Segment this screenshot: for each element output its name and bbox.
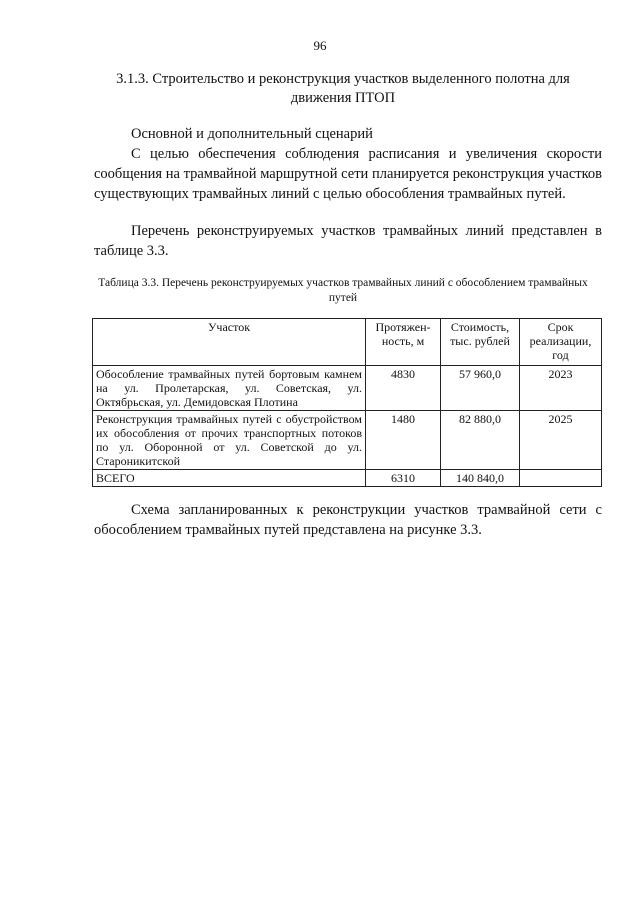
table-header-row	[93, 319, 602, 366]
cell-section: Реконструкция трамвайных путей с обустройством их обособления от прочих транспортных потоков по ул. Оборонной от ул. Советской до ул. Староникитской	[93, 411, 366, 470]
table-row	[93, 411, 602, 470]
tram-sections-table	[92, 318, 602, 487]
header-section: Участок	[93, 319, 366, 366]
table-caption: Таблица 3.3. Перечень реконструируемых участков трамвайных линий с обособлением трамвайных путей	[98, 277, 588, 304]
cell-period: 2023	[520, 366, 602, 411]
table-row	[93, 366, 602, 411]
cell-total-label: ВСЕГО	[93, 470, 366, 487]
scenario-paragraph: Основной и дополнительный сценарий	[131, 126, 373, 142]
cell-total-length: 6310	[366, 470, 441, 487]
header-length: Протяжен-ность, м	[366, 319, 441, 366]
cell-period: 2025	[520, 411, 602, 470]
cell-cost: 82 880,0	[441, 411, 520, 470]
cell-cost: 57 960,0	[441, 366, 520, 411]
intro-paragraph: С целью обеспечения соблюдения расписания и увеличения скорости сообщения на трамвайной маршрутной сети планируется реконструкция участков существующих трамвайных линий с целью обособления трамвайных путей.	[94, 146, 602, 202]
figure-reference-paragraph: Схема запланированных к реконструкции участков трамвайной сети с обособлением трамвайных путей представлена на рисунке 3.3.	[94, 502, 602, 538]
page-number: 96	[313, 38, 327, 53]
cell-length: 4830	[366, 366, 441, 411]
table-total-row	[93, 470, 602, 487]
cell-total-period	[520, 470, 602, 487]
cell-length: 1480	[366, 411, 441, 470]
table-reference-paragraph: Перечень реконструируемых участков трамвайных линий представлен в таблице 3.3.	[94, 223, 602, 259]
cell-total-cost: 140 840,0	[441, 470, 520, 487]
section-heading: 3.1.3. Строительство и реконструкция участков выделенного полотна для движения ПТОП	[116, 71, 570, 106]
header-period: Срок реализации, год	[520, 319, 602, 366]
cell-section: Обособление трамвайных путей бортовым камнем на ул. Пролетарская, ул. Советская, ул. Октябрьская, ул. Демидовская Плотина	[93, 366, 366, 411]
header-cost: Стоимость, тыс. рублей	[441, 319, 520, 366]
